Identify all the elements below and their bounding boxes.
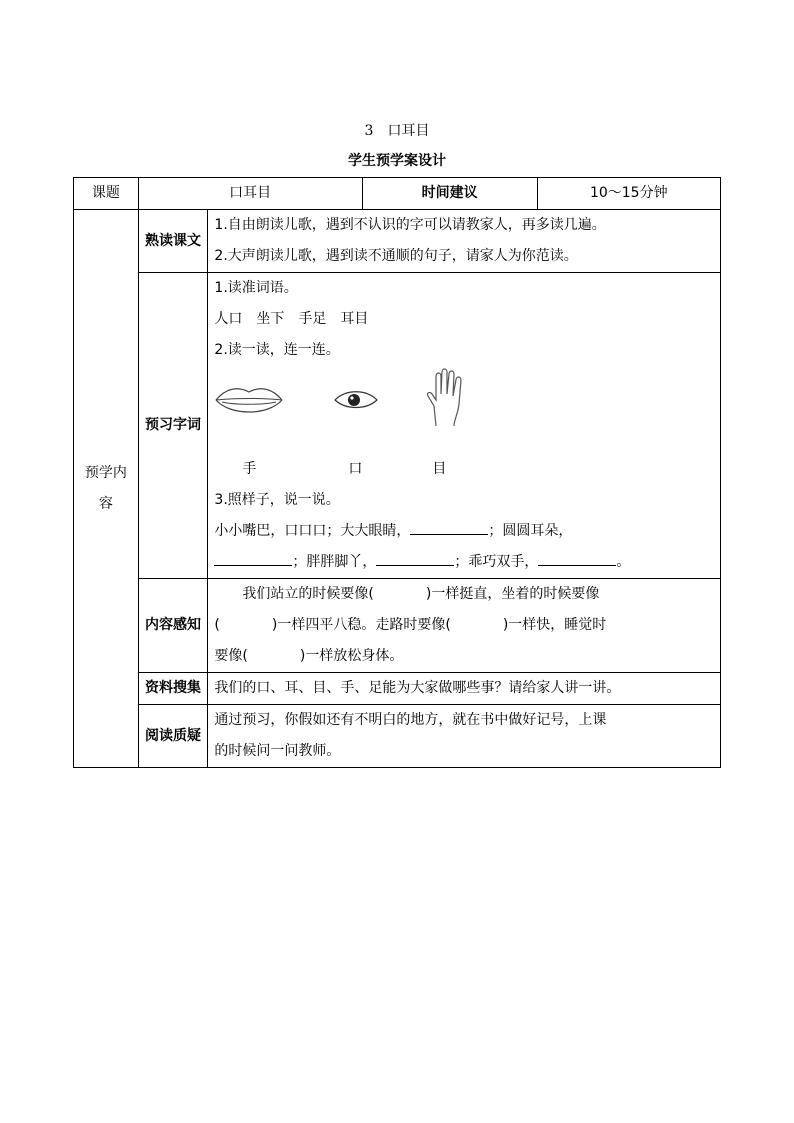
content-text-part: 我们站立的时候要像( xyxy=(242,586,374,602)
preview-words: 人口 坐下 手足 耳目 xyxy=(214,311,369,327)
topic-label: 课题 xyxy=(74,178,139,210)
content-label: 内容感知 xyxy=(138,579,208,673)
row-read xyxy=(74,210,721,273)
content-text-part: ( xyxy=(214,617,220,633)
content-text xyxy=(208,579,721,673)
picture-labels xyxy=(214,454,714,485)
read-content xyxy=(208,210,721,273)
eye-icon xyxy=(332,388,380,412)
research-text: 我们的口、耳、目、手、足能为大家做哪些事？请给家人讲一讲。 xyxy=(208,673,721,705)
example-text: ；胖胖脚丫， xyxy=(292,554,377,570)
read-label: 熟读课文 xyxy=(138,210,208,273)
preview-q2: 2.读一读，连一连。 xyxy=(214,342,340,358)
topic-value: 口耳目 xyxy=(138,178,362,210)
picture-row xyxy=(214,366,714,454)
lesson-number: 3 xyxy=(364,123,374,139)
preview-q3: 3.照样子，说一说。 xyxy=(214,492,340,508)
question-label: 阅读质疑 xyxy=(138,705,208,768)
content-text-part: )一样四平八稳。走路时要像( xyxy=(271,617,451,633)
example-text: 小小嘴巴，口口口；大大眼睛， xyxy=(214,523,411,539)
content-text-part: )一样放松身体。 xyxy=(299,648,404,664)
example-text: ；乖巧双手， xyxy=(454,554,539,570)
time-label: 时间建议 xyxy=(362,178,537,210)
content-text-part: )一样挺直，坐着的时候要像 xyxy=(425,586,600,602)
content-line-1 xyxy=(214,579,714,610)
example-text: ；圆圆耳朵， xyxy=(488,523,573,539)
hand-icon xyxy=(422,366,470,428)
content-text-part: )一样快，睡觉时 xyxy=(502,617,607,633)
section-label: 预学内容 xyxy=(74,210,139,768)
content-line-2 xyxy=(214,610,714,641)
read-line-2: 2.大声朗读儿歌，遇到读不通顺的句子，请家人为你范读。 xyxy=(214,248,578,264)
read-line-1: 1.自由朗读儿歌，遇到不认识的字可以请教家人，再多读几遍。 xyxy=(214,217,606,233)
row-content xyxy=(74,579,721,673)
row-research xyxy=(74,673,721,705)
label-eye: 目 xyxy=(432,461,447,477)
answer-blank[interactable] xyxy=(538,551,616,566)
header-row xyxy=(74,178,721,210)
answer-blank[interactable] xyxy=(214,551,292,566)
question-content xyxy=(208,705,721,768)
preview-table xyxy=(73,177,721,768)
time-value: 10～15分钟 xyxy=(537,178,720,210)
example-text: 。 xyxy=(616,554,631,570)
label-hand: 手 xyxy=(242,461,257,477)
question-line-1: 通过预习，你假如还有不明白的地方，就在书中做好记号，上课 xyxy=(214,712,607,728)
content-text-part: 要像( xyxy=(214,648,248,664)
example-line-1 xyxy=(214,516,714,547)
example-line-2 xyxy=(214,547,714,578)
content-line-3 xyxy=(214,641,714,672)
research-label: 资料搜集 xyxy=(138,673,208,705)
answer-blank[interactable] xyxy=(410,520,488,535)
mouth-icon xyxy=(214,380,284,420)
answer-blank[interactable] xyxy=(376,551,454,566)
row-question xyxy=(74,705,721,768)
preview-q1: 1.读准词语。 xyxy=(214,280,298,296)
question-line-2: 的时候问一问教师。 xyxy=(214,743,341,759)
row-preview xyxy=(74,273,721,579)
page-subtitle: 学生预学案设计 xyxy=(348,153,446,169)
preview-content xyxy=(208,273,721,579)
preview-label: 预习字词 xyxy=(138,273,208,579)
label-mouth: 口 xyxy=(348,461,363,477)
lesson-name: 口耳目 xyxy=(387,123,430,139)
lesson-title xyxy=(0,120,794,140)
